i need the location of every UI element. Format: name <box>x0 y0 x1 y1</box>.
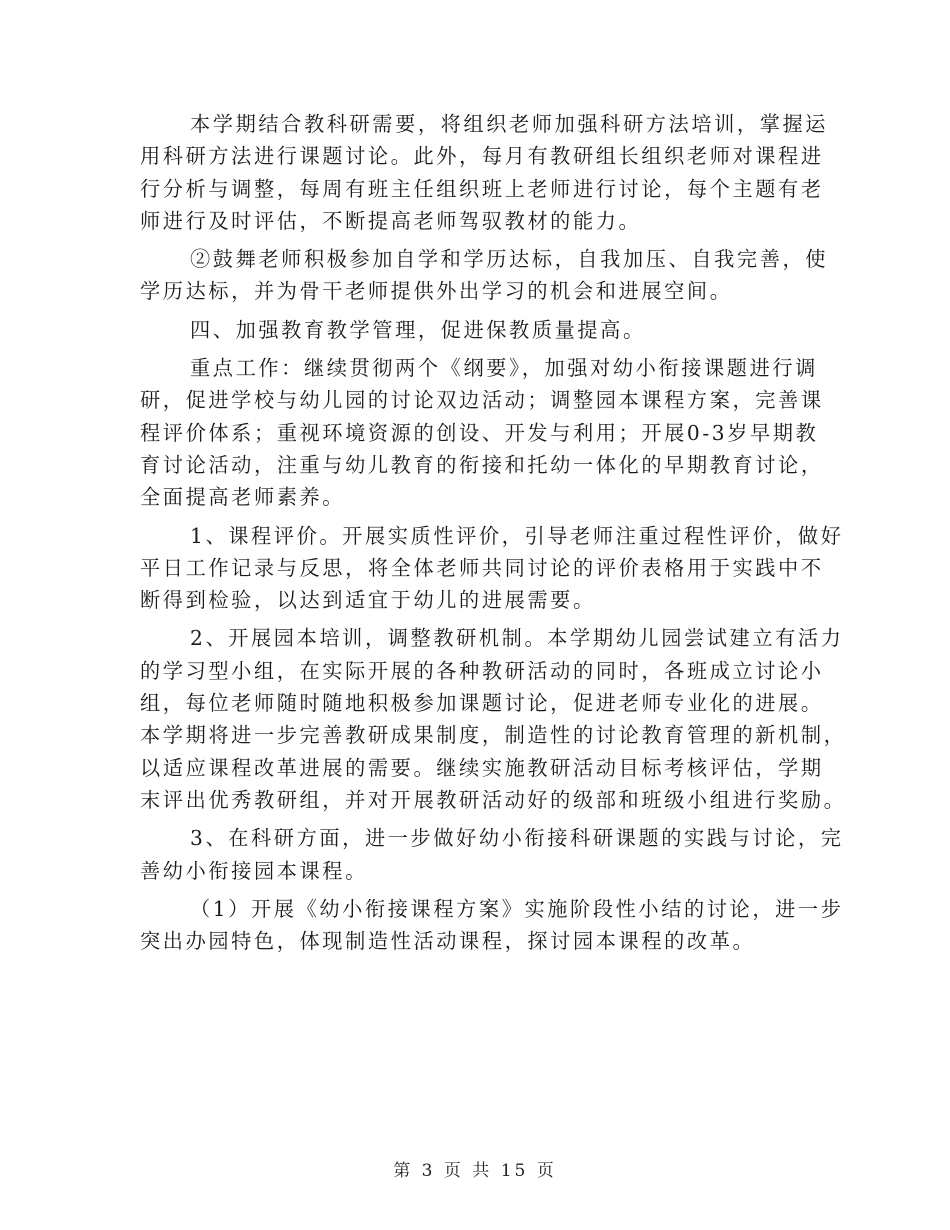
paragraph <box>140 822 844 887</box>
text-line: 行分析与调整，每周有班主任组织班上老师进行讨论，每个主题有老 <box>140 176 824 201</box>
text-line: 本学期将进一步完善教研成果制度，制造性的讨论教育管理的新机制， <box>140 723 847 748</box>
paragraph <box>140 243 829 308</box>
text-line: 断得到检验，以达到适宜于幼儿的进展需要。 <box>140 588 596 613</box>
text-line: 组，每位老师随时随地积极参加课题讨论，促进老师专业化的进展。 <box>140 691 824 716</box>
text-line: 本学期结合教科研需要，将组织老师加强科研方法培训，掌握运 <box>190 112 829 136</box>
text-line: （1）开展《幼小衔接课程方案》实施阶段性小结的讨论，进一步 <box>190 896 844 921</box>
paragraph <box>140 108 829 237</box>
text-line: 2、开展园本培训，调整教研机制。本学期幼儿园尝试建立有活力 <box>190 626 844 651</box>
text-line: 四、加强教育教学管理，促进保教质量提高。 <box>190 317 646 342</box>
paragraph <box>140 622 847 816</box>
text-line: 1、课程评价。开展实质性评价，引导老师注重过程性评价，做好 <box>190 523 844 548</box>
text-line: 研，促进学校与幼儿园的讨论双边活动；调整园本课程方案，完善课 <box>140 388 824 413</box>
text-line: 育讨论活动，注重与幼儿教育的衔接和托幼一体化的早期教育讨论， <box>140 452 824 477</box>
text-line: 以适应课程改革进展的需要。继续实施教研活动目标考核评估，学期 <box>140 755 824 780</box>
paragraph <box>140 520 844 617</box>
text-line: 学历达标，并为骨干老师提供外出学习的机会和进展空间。 <box>140 279 733 304</box>
text-line: 程评价体系；重视环境资源的创设、开发与利用；开展0-3岁早期教 <box>140 420 819 445</box>
text-line: 的学习型小组，在实际开展的各种教研活动的同时，各班成立讨论小 <box>140 658 824 683</box>
text-line: 师进行及时评估，不断提高老师驾驭教材的能力。 <box>140 208 642 233</box>
paragraph <box>140 893 844 958</box>
text-line: 突出办园特色，体现制造性活动课程，探讨园本课程的改革。 <box>140 929 756 954</box>
text-line: 重点工作：继续贯彻两个《纲要》，加强对幼小衔接课题进行调 <box>190 356 818 381</box>
text-line: 全面提高老师素养。 <box>140 485 346 510</box>
text-line: ②鼓舞老师积极参加自学和学历达标，自我加压、自我完善，使 <box>190 247 829 272</box>
text-line: 用科研方法进行课题讨论。此外，每月有教研组长组织老师对课程进 <box>140 144 824 169</box>
text-line: 善幼小衔接园本课程。 <box>140 858 368 883</box>
text-line: 平日工作记录与反思，将全体老师共同讨论的评价表格用于实践中不 <box>140 555 824 580</box>
paragraph <box>140 314 812 346</box>
page-footer: 第 3 页 共 15 页 <box>393 1161 557 1181</box>
document-body <box>140 108 847 963</box>
text-line: 末评出优秀教研组，并对开展教研活动好的级部和班级小组进行奖励。 <box>140 787 847 812</box>
paragraph <box>140 352 824 513</box>
text-line: 3、在科研方面，进一步做好幼小衔接科研课题的实践与讨论，完 <box>190 826 844 851</box>
